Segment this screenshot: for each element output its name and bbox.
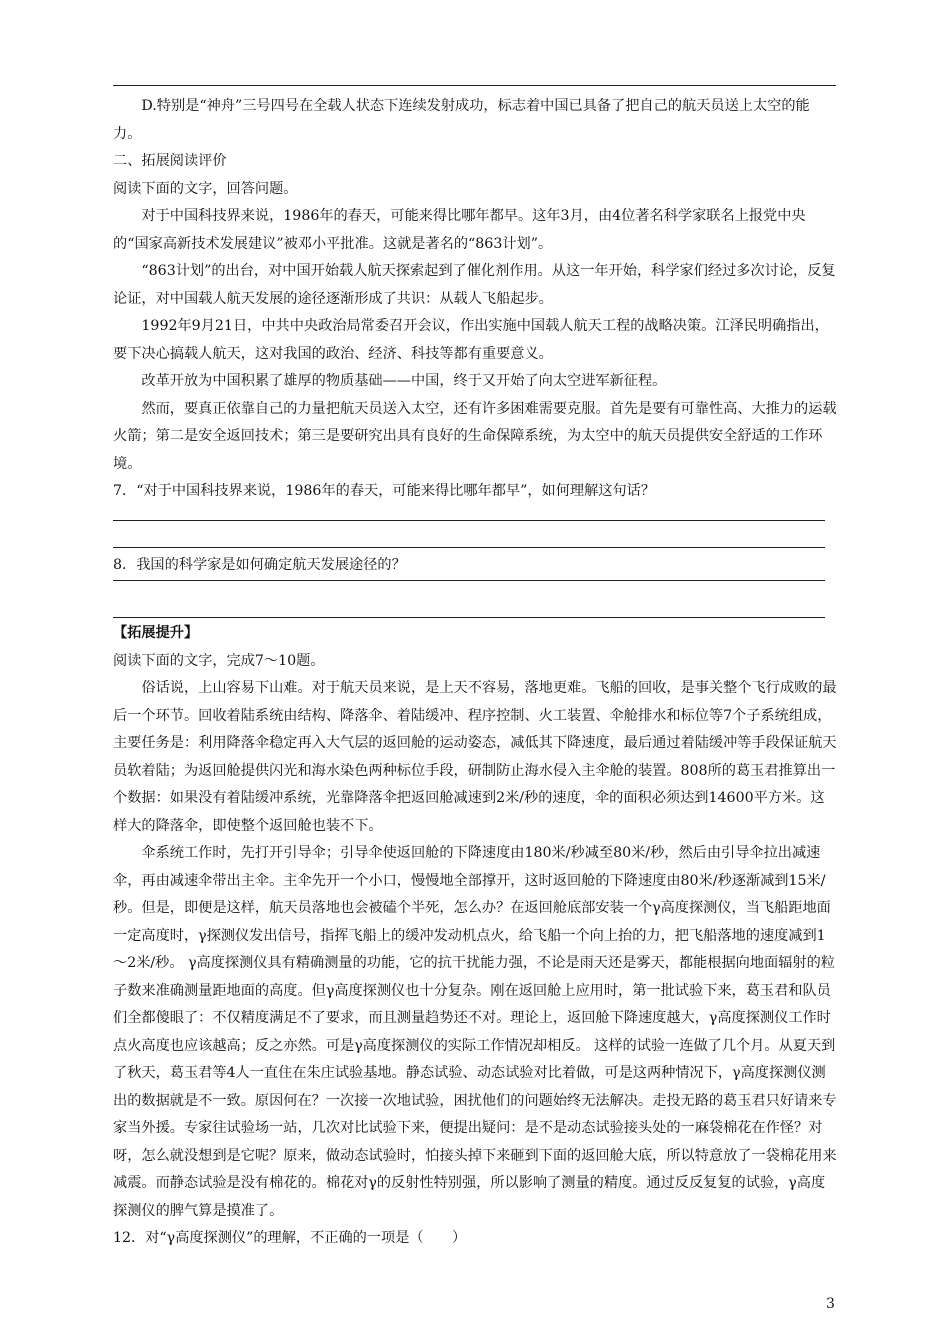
answer-line bbox=[113, 547, 825, 548]
section-heading-extension: 【拓展提升】 bbox=[113, 625, 199, 641]
question-7: 7．“对于中国科技界来说，1986年的春天，可能来得比哪年都早”，如何理解这句话？ bbox=[113, 483, 656, 499]
question-12: 12．对“γ高度探测仪”的理解，不正确的一项是（ ） bbox=[113, 1230, 467, 1246]
option-d: D.特别是“神舟”三号四号在全载人状态下连续发射成功，标志着中国已具备了把自己的航天员送上太空的能力。 bbox=[113, 98, 810, 142]
top-divider bbox=[113, 85, 836, 86]
question-8: 8．我国的科学家是如何确定航天发展途径的？ bbox=[113, 556, 406, 573]
passage1-paragraph: 改革开放为中国积累了雄厚的物质基础——中国，终于又开始了向太空进军新征程。 bbox=[141, 373, 667, 389]
section-instruction: 阅读下面的文字，回答问题。 bbox=[113, 180, 298, 197]
document-content bbox=[113, 93, 838, 1253]
answer-line bbox=[113, 520, 825, 521]
section-instruction-2: 阅读下面的文字，完成7～10题。 bbox=[113, 652, 325, 669]
answer-line bbox=[113, 580, 825, 581]
passage1-paragraph: 1992年9月21日，中共中央政治局常委召开会议，作出实施中国载人航天工程的战略决策。江泽民明确指出，要下决心搞载人航天，这对我国的政治、经济、科技等都有重要意义。 bbox=[113, 318, 829, 362]
passage1-paragraph: 然而，要真正依靠自己的力量把航天员送入太空，还有许多困难需要克服。首先是要有可靠性高、大推力的运载火箭；第二是安全返回技术；第三是要研究出具有良好的生命保障系统，为太空中的航天员提供安全舒适的工作环境。 bbox=[113, 400, 837, 472]
passage1-paragraph: “863计划”的出台，对中国开始载人航天探索起到了催化剂作用。从这一年开始，科学家们经过多次讨论，反复论证，对中国载人航天发展的途径逐渐形成了共识：从载人飞船起步。 bbox=[113, 263, 836, 307]
passage2-paragraph: 伞系统工作时，先打开引导伞；引导伞使返回舱的下降速度由180米/秒减至80米/秒，然后由引导伞拉出减速伞，再由减速伞带出主伞。主伞先开一个小口，慢慢地全部撑开，这时返回舱的下降速度由80米/秒逐渐减到15米/秒。但是，即便是这样，航天员落地也会被磕个半死，怎么办？在返回舱底部安装一个γ高度探测仪，当飞船距地面一定高度时，γ探测仪发出信号，指挥飞船上的缓冲发动机点火，给飞船一个向上抬的力，把飞船落地的速度减到1～2米/秒。 γ高度探测仪具有精确测量的功能，它的抗干扰能力强，不论是雨天还是雾天，都能根据向地面辐射的粒子数来准确测量距地面的高度。但γ高度探测仪也十分复杂。刚在返回舱上应用时，第一批试验下来，葛玉君和队员们全都傻眼了：不仅精度满足不了要求，而且测量趋势还不对。理论上，返回舱下降速度越大，γ高度探测仪工作时点火高度也应该越高；反之亦然。可是γ高度探测仪的实际工作情况却相反。 这样的试验一连做了几个月。从夏天到了秋天，葛玉君等4人一直住在朱庄试验基地。静态试验、动态试验对比着做，可是这两种情况下，γ高度探测仪测出的数据就是不一致。原因何在？一次接一次地试验，困扰他们的问题始终无法解决。走投无路的葛玉君只好请来专家当外援。专家往试验场一站，几次对比试验下来，便提出疑问：是不是动态试验接头处的一麻袋棉花在作怪？对呀，怎么就没想到是它呢？原来，做动态试验时，怕接头掉下来砸到下面的返回舱大底，所以特意放了一袋棉花用来减震。而静态试验是没有棉花的。棉花对γ的反射性特别强，所以影响了测量的精度。通过反反复复的试验，γ高度探测仪的脾气算是摸准了。 bbox=[113, 845, 837, 1219]
section-heading-extended-reading: 二、拓展阅读评价 bbox=[113, 153, 227, 169]
passage2-paragraph: 俗话说，上山容易下山难。对于航天员来说，是上天不容易，落地更难。飞船的回收，是事关整个飞行成败的最后一个环节。回收着陆系统由结构、降落伞、着陆缓冲、程序控制、火工装置、伞舱排水和标位等7个子系统组成，主要任务是：利用降落伞稳定再入大气层的返回舱的运动姿态，减低其下降速度，最后通过着陆缓冲等手段保证航天员软着陆；为返回舱提供闪光和海水染色两种标位手段，研制防止海水侵入主伞舱的装置。808所的葛玉君推算出一个数据：如果没有着陆缓冲系统，光靠降落伞把返回舱减速到2米/秒的速度，伞的面积必须达到14600平方米。这样大的降落伞，即使整个返回舱也装不下。 bbox=[113, 680, 837, 834]
answer-line bbox=[113, 617, 825, 618]
passage1-paragraph: 对于中国科技界来说，1986年的春天，可能来得比哪年都早。这年3月，由4位著名科学家联名上报党中央的“国家高新技术发展建议”被邓小平批准。这就是著名的“863计划”。 bbox=[113, 208, 806, 252]
page-number: 3 bbox=[826, 1296, 835, 1312]
